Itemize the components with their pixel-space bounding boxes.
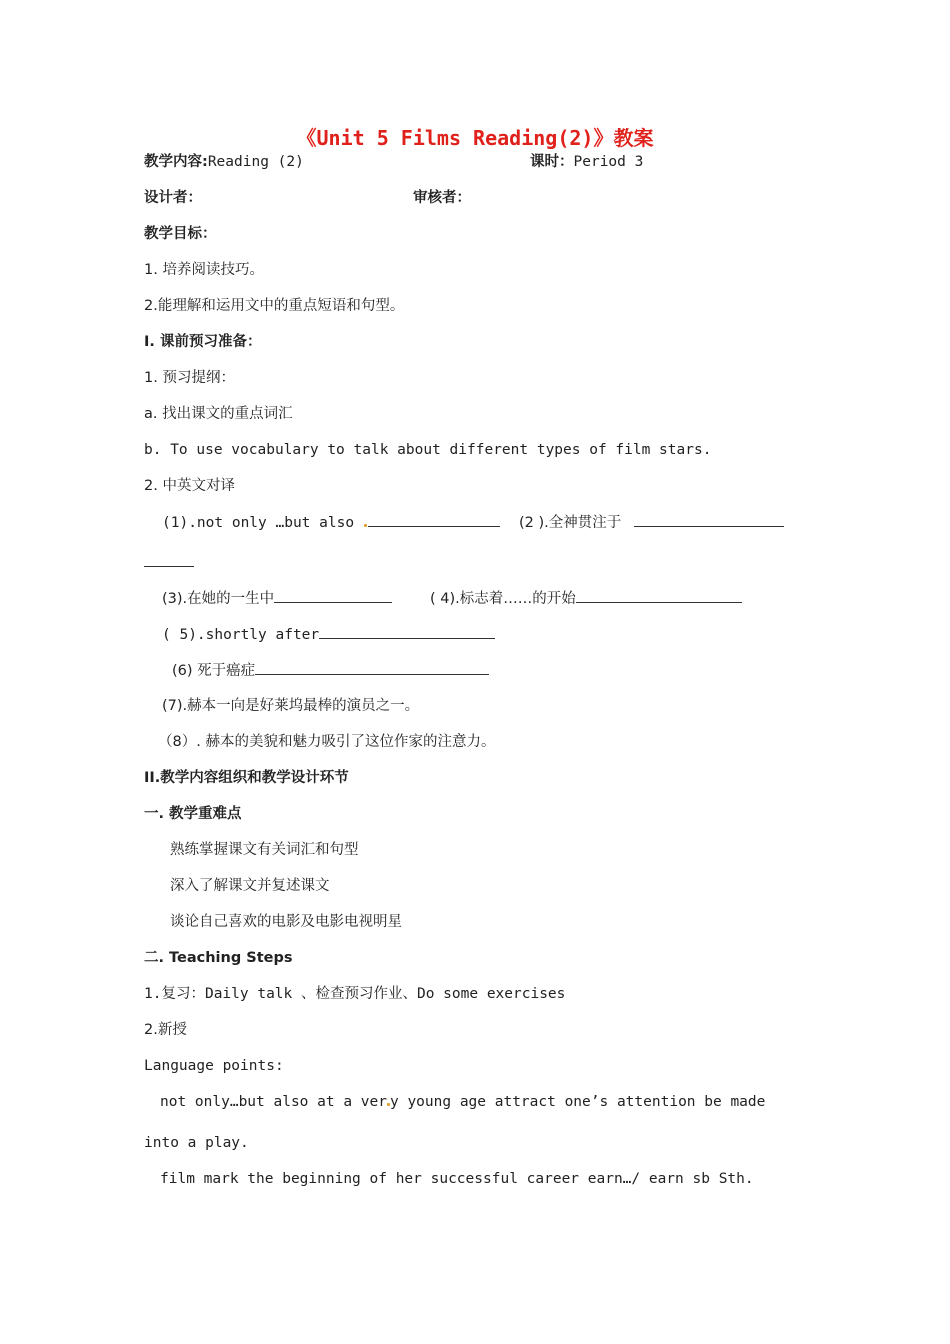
objective-item: 2.能理解和运用文中的重点短语和句型。 — [144, 298, 405, 314]
content-label: 教学内容: — [144, 154, 208, 170]
content-row — [144, 152, 304, 172]
translate-item-3-text: (3).在她的一生中 — [162, 591, 275, 607]
steps-heading: 二. Teaching Steps — [144, 950, 293, 966]
period-row — [530, 152, 643, 172]
content-value: Reading (2) — [207, 154, 304, 170]
translate-item-4-text: ( 4).标志着……的开始 — [430, 591, 576, 607]
objective-item: 1. 培养阅读技巧。 — [144, 262, 264, 278]
answer-blank-1[interactable] — [368, 512, 500, 527]
key-point-item: 熟练掌握课文有关词汇和句型 — [170, 842, 359, 858]
answer-blank-2[interactable] — [634, 512, 784, 527]
preview-heading: I. 课前预习准备： — [144, 334, 262, 350]
translate-item-2-text: (2 ).全神贯注于 — [519, 515, 626, 531]
key-point-item: 深入了解课文并复述课文 — [170, 878, 330, 894]
language-points-line-2: into a play. — [144, 1135, 249, 1151]
step-1: 1.复习：Daily talk 、检查预习作业、Do some exercises — [144, 986, 566, 1002]
answer-blank-3[interactable] — [274, 588, 392, 603]
translate-item-7: (7).赫本一向是好莱坞最棒的演员之一。 — [162, 698, 420, 714]
key-points-heading: 一. 教学重难点 — [144, 806, 242, 822]
lp-line-1a: not only…but also at a ver — [160, 1094, 387, 1110]
mark-dot — [364, 524, 367, 527]
translate-item-1 — [162, 512, 500, 533]
translate-item-8: （8）. 赫本的美貌和魅力吸引了这位作家的注意力。 — [158, 734, 496, 750]
answer-blank-2-continuation[interactable] — [144, 552, 194, 567]
designer-label: 设计者： — [144, 190, 202, 206]
language-points-heading: Language points: — [144, 1058, 284, 1074]
translate-item-5-text: ( 5).shortly after — [162, 627, 320, 643]
period-label: 课时： — [530, 154, 574, 170]
preview-outline: 1. 预习提纲： — [144, 370, 235, 386]
translate-heading: 2. 中英文对译 — [144, 478, 235, 494]
language-points-line-1 — [160, 1092, 765, 1112]
preview-item-b: b. To use vocabulary to talk about different types of film stars. — [144, 442, 712, 458]
translate-item-6 — [172, 660, 489, 681]
language-points-line-3: film mark the beginning of her successful career earn…/ earn sb Sth. — [160, 1171, 754, 1187]
lp-line-1b: y young age attract one’s attention be made — [389, 1094, 766, 1110]
translate-item-6-text: (6) 死于癌症 — [172, 663, 256, 679]
section2-heading: II.教学内容组织和教学设计环节 — [144, 770, 349, 786]
translate-item-2 — [519, 512, 784, 533]
document-title: 《Unit 5 Films Reading(2)》教案 — [296, 126, 654, 150]
translate-item-1-text: (1).not only …but also — [162, 515, 363, 531]
answer-blank-5[interactable] — [319, 624, 495, 639]
period-value: Period 3 — [573, 154, 644, 170]
translate-item-4 — [430, 588, 742, 609]
translate-item-5 — [162, 624, 495, 645]
reviewer-label: 审核者： — [413, 190, 471, 206]
objectives-heading: 教学目标： — [144, 226, 217, 242]
answer-blank-4[interactable] — [576, 588, 742, 603]
translate-item-3 — [162, 588, 392, 609]
answer-blank-6[interactable] — [255, 660, 489, 675]
answer-blank-2-cont — [144, 552, 194, 573]
key-point-item: 谈论自己喜欢的电影及电影电视明星 — [170, 914, 402, 930]
preview-item-a: a. 找出课文的重点词汇 — [144, 406, 293, 422]
step-2: 2.新授 — [144, 1022, 187, 1038]
